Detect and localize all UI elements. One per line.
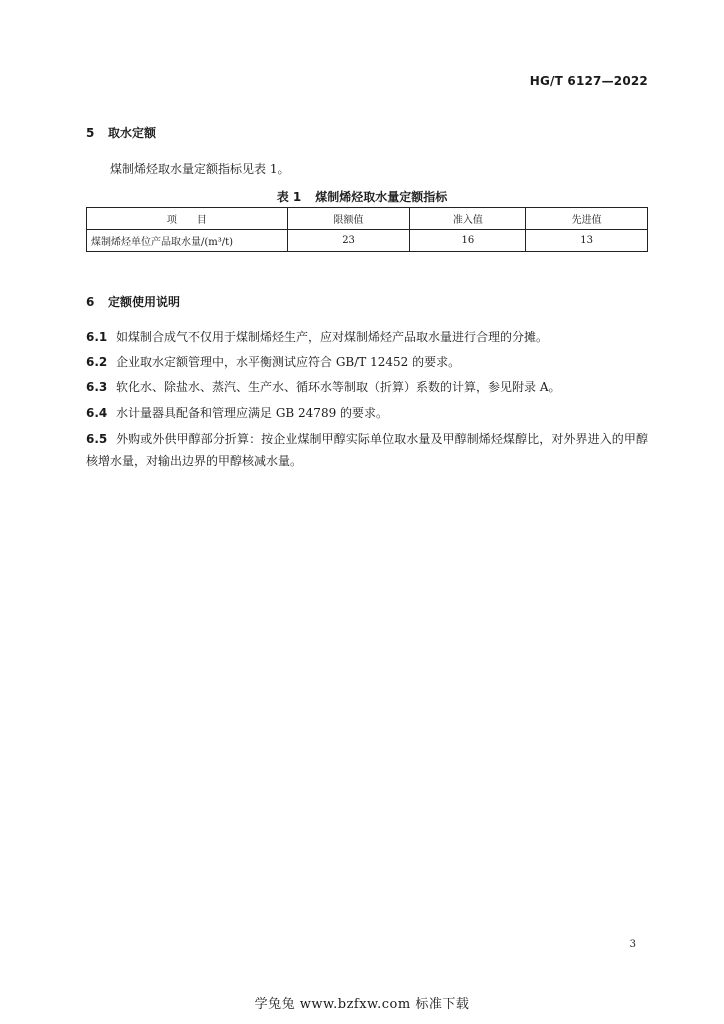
clause-6-1 bbox=[86, 326, 648, 348]
water-quota-table bbox=[86, 207, 648, 252]
section-5-paragraph: 煤制烯烃取水量定额指标见表 1。 bbox=[110, 162, 290, 176]
clause-number: 6.2 bbox=[86, 355, 108, 369]
section-6-heading bbox=[86, 293, 180, 310]
section-6-number: 6 bbox=[86, 295, 95, 309]
standard-code: HG/T 6127—2022 bbox=[529, 74, 648, 88]
section-5-title: 取水定额 bbox=[108, 126, 157, 140]
table-1-number: 表 1 bbox=[276, 190, 302, 204]
cell-limit: 23 bbox=[287, 230, 410, 252]
clause-text: 外购或外供甲醇部分折算：按企业煤制甲醇实际单位取水量及甲醇制烯烃煤醇比，对外界进入的甲醇核增水量，对输出边界的甲醇核减水量。 bbox=[86, 432, 648, 468]
clause-6-4 bbox=[86, 402, 648, 424]
header-advanced: 先进值 bbox=[526, 208, 648, 230]
clause-6-2 bbox=[86, 351, 648, 373]
header-item: 项 目 bbox=[87, 208, 288, 230]
clause-number: 6.5 bbox=[86, 432, 108, 446]
table-1-caption bbox=[0, 188, 724, 205]
clause-number: 6.3 bbox=[86, 380, 108, 394]
clause-text: 如煤制合成气不仅用于煤制烯烃生产，应对煤制烯烃产品取水量进行合理的分摊。 bbox=[116, 330, 549, 344]
clause-number: 6.4 bbox=[86, 406, 108, 420]
cell-access: 16 bbox=[410, 230, 526, 252]
section-5-number: 5 bbox=[86, 126, 95, 140]
clause-number: 6.1 bbox=[86, 330, 108, 344]
clause-text: 水计量器具配备和管理应满足 GB 24789 的要求。 bbox=[116, 406, 389, 420]
cell-item: 煤制烯烃单位产品取水量/(m³/t) bbox=[87, 230, 288, 252]
cell-advanced: 13 bbox=[526, 230, 648, 252]
clause-text: 软化水、除盐水、蒸汽、生产水、循环水等制取（折算）系数的计算，参见附录 A。 bbox=[116, 380, 561, 394]
header-access: 准入值 bbox=[410, 208, 526, 230]
section-5-heading bbox=[86, 124, 156, 141]
clause-text: 企业取水定额管理中，水平衡测试应符合 GB/T 12452 的要求。 bbox=[116, 355, 461, 369]
page-number: 3 bbox=[629, 939, 636, 950]
table-1-title: 煤制烯烃取水量定额指标 bbox=[315, 190, 448, 204]
clause-6-3 bbox=[86, 376, 648, 398]
footer-watermark: 学兔兔 www.bzfxw.com 标准下载 bbox=[254, 997, 470, 1012]
header-limit: 限额值 bbox=[287, 208, 410, 230]
clause-6-5 bbox=[86, 428, 648, 472]
section-6-title: 定额使用说明 bbox=[108, 295, 181, 309]
table-row bbox=[87, 230, 648, 252]
table-header-row bbox=[87, 208, 648, 230]
